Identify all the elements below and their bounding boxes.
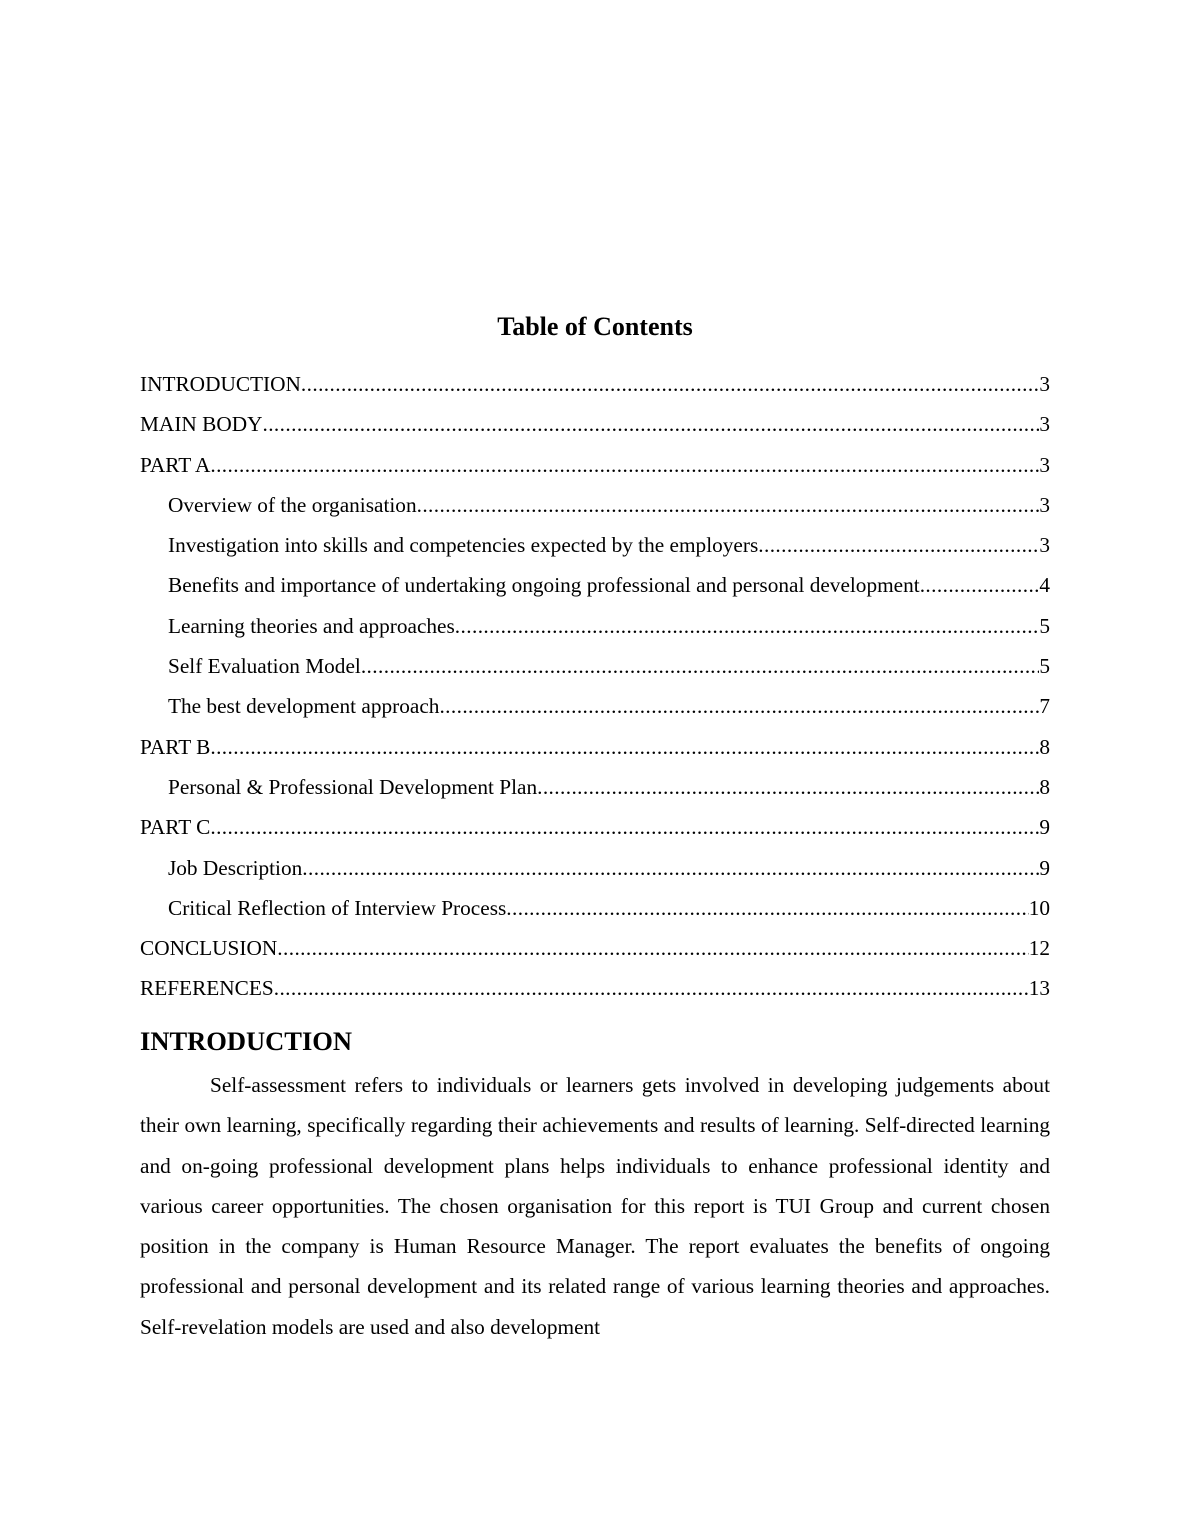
toc-entry-page: 5 bbox=[1039, 613, 1050, 638]
toc-leader-dots bbox=[920, 565, 1040, 605]
toc-entry-part-b[interactable] bbox=[140, 727, 1050, 767]
toc-entry-part-c[interactable] bbox=[140, 807, 1050, 847]
toc-leader-dots bbox=[302, 848, 1039, 888]
toc-leader-dots bbox=[361, 646, 1040, 686]
toc-entry-text: Self Evaluation Model bbox=[168, 646, 361, 686]
toc-entry-page: 3 bbox=[1039, 452, 1050, 477]
toc-entry-text: MAIN BODY bbox=[140, 404, 262, 444]
toc-leader-dots bbox=[455, 606, 1040, 646]
toc-entry-learning-theories[interactable] bbox=[140, 606, 1050, 646]
toc-entry-page: 13 bbox=[1028, 976, 1050, 1001]
toc-entry-text: Critical Reflection of Interview Process bbox=[168, 888, 506, 928]
toc-entry-text: The best development approach bbox=[168, 686, 439, 726]
toc-entry-text: REFERENCES bbox=[140, 968, 274, 1008]
toc-entry-main-body[interactable] bbox=[140, 404, 1050, 444]
toc-entry-page: 9 bbox=[1039, 855, 1050, 880]
toc-leader-dots bbox=[537, 767, 1039, 807]
toc-title: Table of Contents bbox=[497, 312, 693, 341]
toc-entry-self-evaluation-model[interactable] bbox=[140, 646, 1050, 686]
toc-entry-skills-investigation[interactable] bbox=[140, 525, 1050, 565]
toc-leader-dots bbox=[210, 727, 1039, 767]
toc-entry-page: 9 bbox=[1039, 815, 1050, 840]
toc-entry-page: 7 bbox=[1039, 694, 1050, 719]
toc-entry-text: Overview of the organisation bbox=[168, 485, 417, 525]
toc-leader-dots bbox=[417, 485, 1040, 525]
toc-entry-page: 3 bbox=[1039, 372, 1050, 396]
toc-entry-page: 3 bbox=[1039, 533, 1050, 558]
toc-entry-text: Benefits and importance of undertaking ongoing professional and personal development bbox=[168, 565, 920, 605]
toc-entry-page: 3 bbox=[1039, 492, 1050, 517]
toc-entry-part-a[interactable] bbox=[140, 445, 1050, 485]
toc-entry-best-development-approach[interactable] bbox=[140, 686, 1050, 726]
toc-entry-job-description[interactable] bbox=[140, 848, 1050, 888]
toc-entry-page: 8 bbox=[1039, 774, 1050, 799]
toc-entry-page: 12 bbox=[1028, 936, 1050, 961]
toc-entry-text: PART C bbox=[140, 807, 210, 847]
toc-leader-dots bbox=[274, 968, 1029, 1008]
introduction-paragraph: Self-assessment refers to individuals or learners gets involved in developing judgements about their own learning, specifically regarding their achievements and results of learning. Self-directed learning and on-going professional development plans helps individuals to enhance professional identity and various career opportunities. The chosen organisation for this report is TUI Group and current chosen position in the company is Human Resource Manager. The report evaluates the benefits of ongoing professional and personal development and its related range of various learning theories and approaches. Self-revelation models are used and also development bbox=[140, 1073, 1050, 1339]
toc-entry-text: INTRODUCTION bbox=[140, 364, 301, 404]
toc-entry-text: Investigation into skills and competencies expected by the employers bbox=[168, 525, 758, 565]
toc-leader-dots bbox=[301, 364, 1039, 404]
toc-leader-dots bbox=[210, 445, 1039, 485]
toc-entry-page: 5 bbox=[1039, 654, 1050, 679]
introduction-heading: INTRODUCTION bbox=[140, 1026, 353, 1056]
toc-leader-dots bbox=[277, 928, 1028, 968]
toc-entry-critical-reflection[interactable] bbox=[140, 888, 1050, 928]
toc-entry-text: Personal & Professional Development Plan bbox=[168, 767, 537, 807]
toc-leader-dots bbox=[506, 888, 1028, 928]
toc-entry-benefits-development[interactable] bbox=[140, 565, 1050, 605]
toc-leader-dots bbox=[210, 807, 1039, 847]
toc-entry-text: PART A bbox=[140, 445, 210, 485]
toc-entry-text: CONCLUSION bbox=[140, 928, 277, 968]
toc-leader-dots bbox=[262, 404, 1039, 444]
toc-leader-dots bbox=[439, 686, 1039, 726]
toc-entry-page: 4 bbox=[1039, 573, 1050, 598]
toc-entry-references[interactable] bbox=[140, 968, 1050, 1008]
toc-entry-text: Learning theories and approaches bbox=[168, 606, 455, 646]
toc-leader-dots bbox=[758, 525, 1039, 565]
toc-entry-page: 8 bbox=[1039, 734, 1050, 759]
toc-entry-text: Job Description bbox=[168, 848, 302, 888]
table-of-contents bbox=[140, 364, 1050, 1009]
toc-entry-introduction[interactable] bbox=[140, 364, 1050, 404]
toc-entry-text: PART B bbox=[140, 727, 210, 767]
toc-entry-page: 10 bbox=[1028, 895, 1050, 920]
toc-entry-overview-of-organisation[interactable] bbox=[140, 485, 1050, 525]
document-page bbox=[140, 0, 1050, 1540]
toc-entry-conclusion[interactable] bbox=[140, 928, 1050, 968]
toc-entry-page: 3 bbox=[1039, 412, 1050, 437]
toc-entry-development-plan[interactable] bbox=[140, 767, 1050, 807]
